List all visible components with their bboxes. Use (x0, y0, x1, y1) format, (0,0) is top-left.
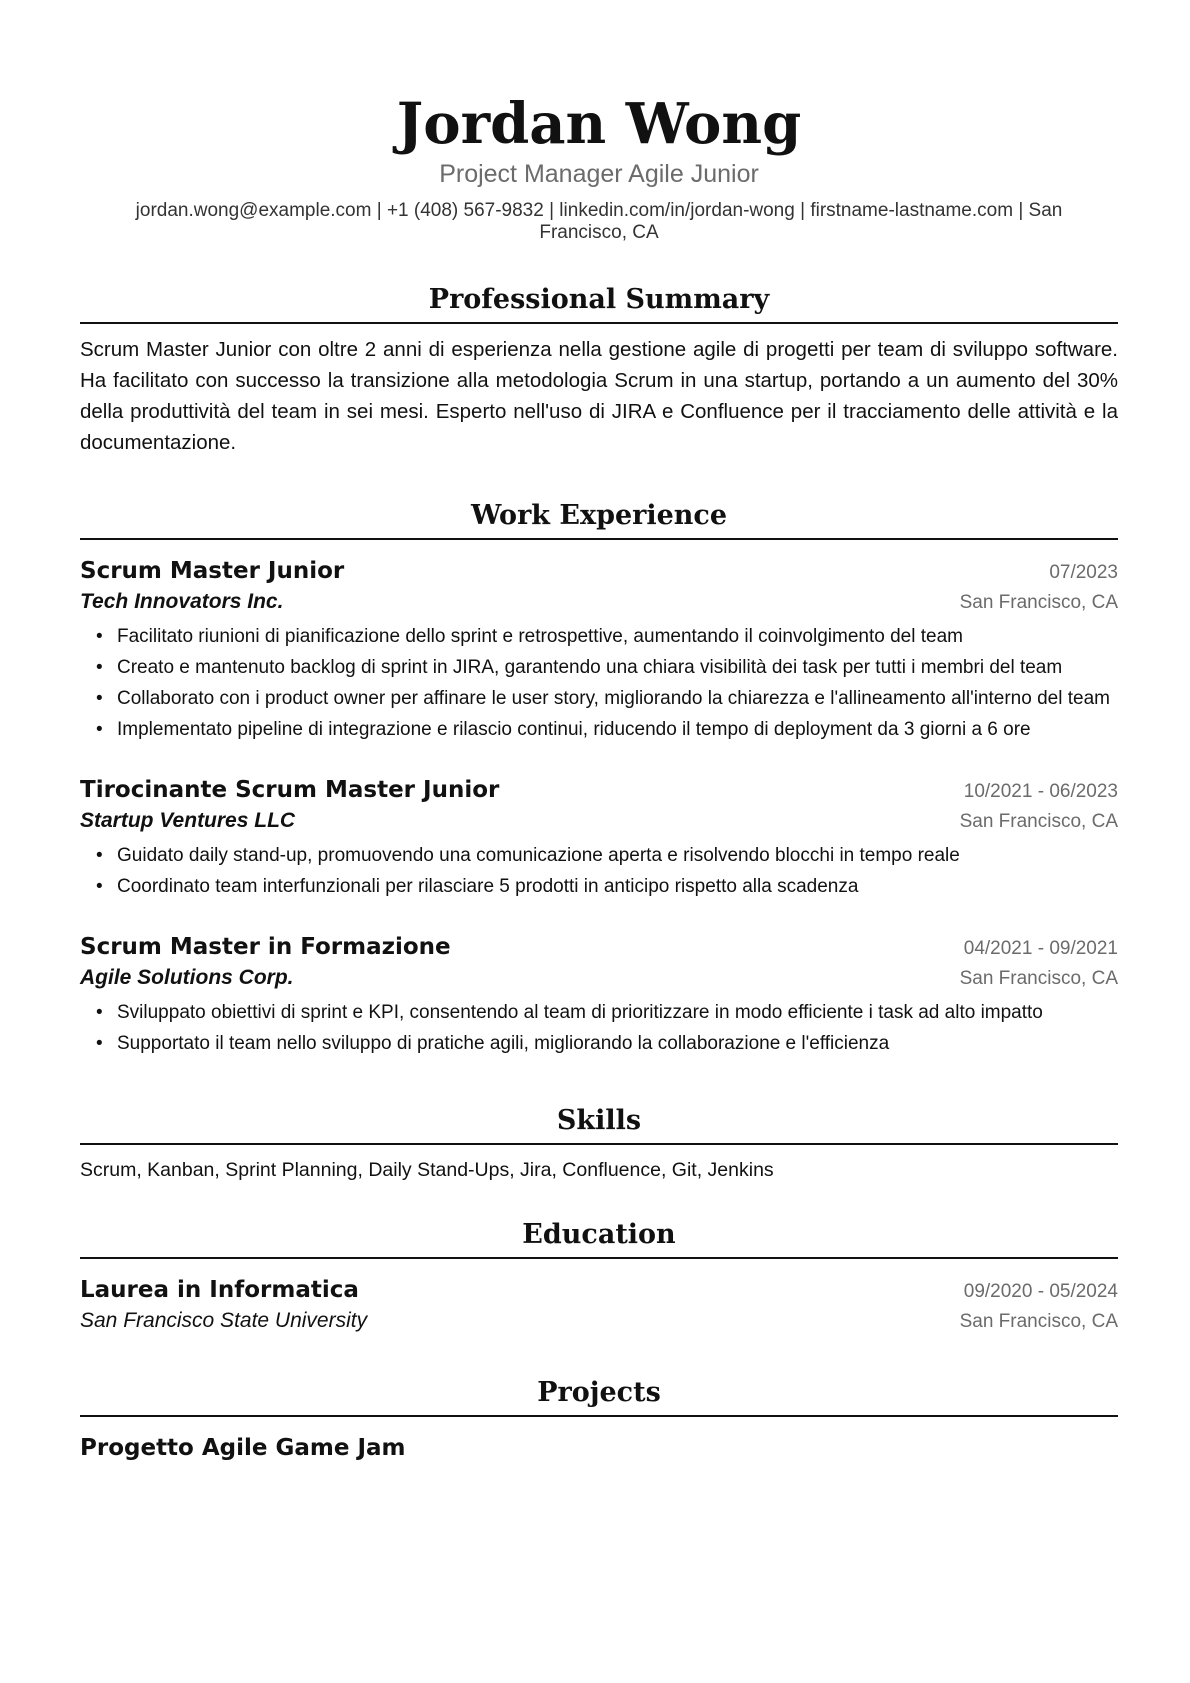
projects-section (80, 1375, 1118, 1465)
job-date: 04/2021 - 09/2021 (963, 938, 1118, 959)
job-bullets (80, 1000, 1118, 1057)
experience-section (80, 498, 1118, 1057)
education-section (80, 1217, 1118, 1335)
candidate-title: Project Manager Agile Junior (439, 160, 759, 188)
job-role: Scrum Master in Formazione (80, 934, 451, 960)
section-title-projects: Projects (80, 1375, 1118, 1417)
job-bullet: • Sviluppato obiettivi di sprint e KPI, consentendo al team di prioritizzare in modo efficiente i task ad alto impatto (80, 1000, 1118, 1026)
summary-section (80, 282, 1118, 458)
education-date: 09/2020 - 05/2024 (963, 1281, 1118, 1302)
bullet-dot-icon: • (96, 688, 103, 709)
skills-text: Scrum, Kanban, Sprint Planning, Daily Stand-Ups, Jira, Confluence, Git, Jenkins (80, 1159, 774, 1181)
job-role: Tirocinante Scrum Master Junior (80, 777, 500, 803)
job-bullet: • Facilitato riunioni di pianificazione dello sprint e retrospettive, aumentando il coinvolgimento del team (80, 624, 1118, 650)
job-role: Scrum Master Junior (80, 558, 345, 584)
bullet-dot-icon: • (96, 1033, 103, 1054)
project-entry (80, 1431, 1118, 1465)
bullet-dot-icon: • (96, 1002, 103, 1023)
project-name: Progetto Agile Game Jam (80, 1435, 406, 1461)
bullet-dot-icon: • (96, 845, 103, 866)
job-date: 07/2023 (1049, 562, 1118, 583)
job-bullet: • Collaborato con i product owner per affinare le user story, migliorando la chiarezza e l'allineamento all'interno del team (80, 686, 1118, 712)
education-degree: Laurea in Informatica (80, 1277, 359, 1303)
candidate-name: Jordan Wong (396, 91, 802, 157)
job-location: San Francisco, CA (959, 811, 1118, 832)
skills-section (80, 1103, 1118, 1183)
bullet-dot-icon: • (96, 626, 103, 647)
bullet-dot-icon: • (96, 657, 103, 678)
section-title-skills: Skills (80, 1103, 1118, 1145)
job-company: Startup Ventures LLC (80, 809, 296, 832)
job-entry (80, 554, 1118, 743)
job-company: Tech Innovators Inc. (80, 590, 284, 613)
contact-line: jordan.wong@example.com | +1 (408) 567-9832 | linkedin.com/in/jordan-wong | firstname-lastname.com | San Francisco, CA (135, 200, 1063, 243)
section-title-education: Education (80, 1217, 1118, 1259)
job-entry (80, 930, 1118, 1057)
job-company: Agile Solutions Corp. (80, 966, 294, 989)
summary-text: Scrum Master Junior con oltre 2 anni di esperienza nella gestione agile di progetti per team di sviluppo software. Ha facilitato con successo la transizione alla metodologia Scrum in una startup, portando a un aumento del 30% della produttività del team in sei mesi. Esperto nell'uso di JIRA e Confluence per il tracciamento delle attività e la documentazione. (80, 338, 1118, 454)
job-bullet: • Coordinato team interfunzionali per rilasciare 5 prodotti in anticipo rispetto alla scadenza (80, 874, 1118, 900)
resume-header (80, 90, 1118, 244)
bullet-dot-icon: • (96, 719, 103, 740)
job-date: 10/2021 - 06/2023 (963, 781, 1118, 802)
job-entry (80, 773, 1118, 900)
job-location: San Francisco, CA (959, 968, 1118, 989)
job-bullet: • Supportato il team nello sviluppo di pratiche agili, migliorando la collaborazione e l'efficienza (80, 1031, 1118, 1057)
job-bullet: • Implementato pipeline di integrazione e rilascio continui, riducendo il tempo di deployment da 3 giorni a 6 ore (80, 717, 1118, 743)
section-title-summary: Professional Summary (80, 282, 1118, 324)
section-title-experience: Work Experience (80, 498, 1118, 540)
education-entry (80, 1273, 1118, 1335)
bullet-dot-icon: • (96, 876, 103, 897)
job-bullets (80, 843, 1118, 900)
job-bullet: • Guidato daily stand-up, promuovendo una comunicazione aperta e risolvendo blocchi in tempo reale (80, 843, 1118, 869)
job-bullet: • Creato e mantenuto backlog di sprint in JIRA, garantendo una chiara visibilità dei task per tutti i membri del team (80, 655, 1118, 681)
education-school: San Francisco State University (80, 1309, 368, 1332)
job-location: San Francisco, CA (959, 592, 1118, 613)
job-bullets (80, 624, 1118, 743)
education-location: San Francisco, CA (959, 1311, 1118, 1332)
